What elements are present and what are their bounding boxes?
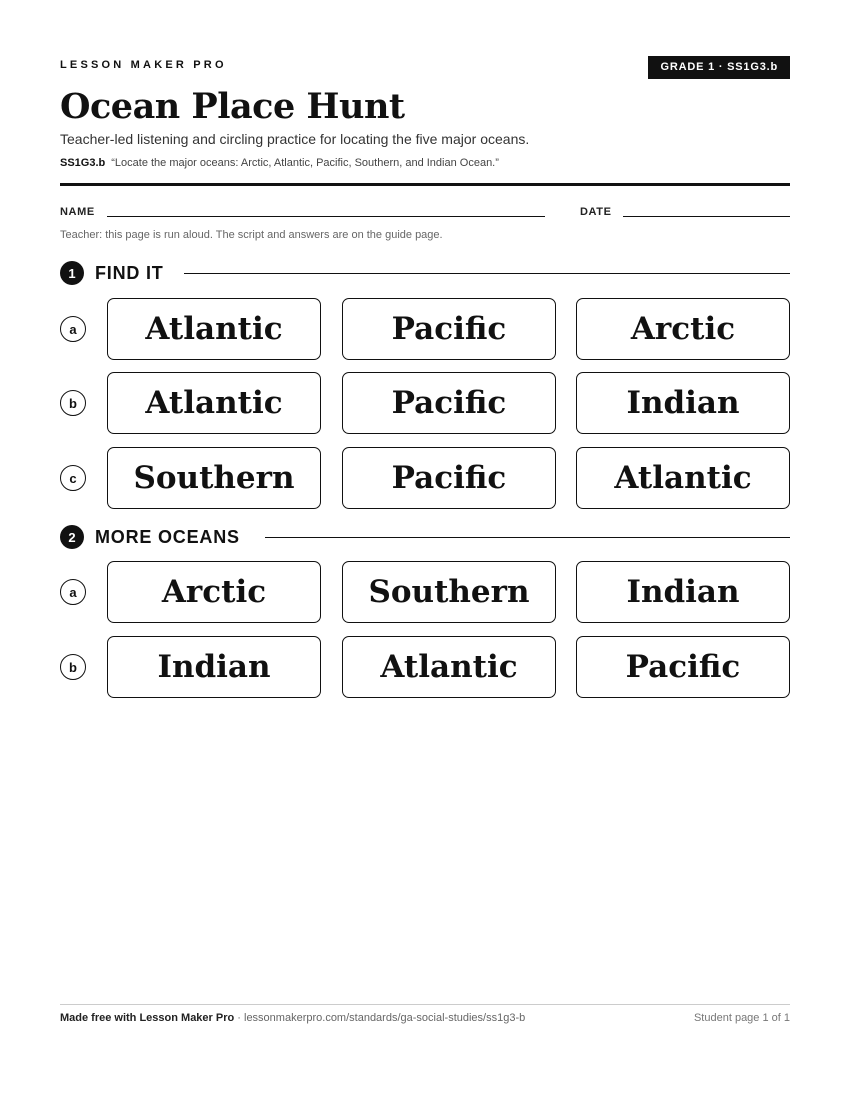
standard-text: “Locate the major oceans: Arctic, Atlantic, Pacific, Southern, and Indian Ocean.” <box>111 157 499 169</box>
question-row-1a <box>60 298 790 360</box>
section-divider <box>184 273 790 274</box>
question-row-2b <box>60 636 790 698</box>
footer-url[interactable]: lessonmakerpro.com/standards/ga-social-studies/ss1g3-b <box>244 1012 526 1024</box>
page-subtitle: Teacher-led listening and circling practice for locating the five major oceans. <box>60 131 530 147</box>
choice-card[interactable]: Atlantic <box>107 298 321 360</box>
row-letter: c <box>60 465 86 491</box>
footer-credit <box>60 1012 525 1024</box>
choice-card[interactable]: Southern <box>107 447 321 509</box>
choice-card[interactable]: Southern <box>342 561 556 623</box>
choice-card[interactable]: Atlantic <box>107 372 321 434</box>
teacher-note: Teacher: this page is run aloud. The script and answers are on the guide page. <box>60 229 443 241</box>
choice-card[interactable]: Arctic <box>107 561 321 623</box>
choice-card[interactable]: Indian <box>107 636 321 698</box>
choice-card[interactable]: Pacific <box>342 372 556 434</box>
choice-card[interactable]: Pacific <box>342 298 556 360</box>
standard-line <box>60 157 499 169</box>
standard-code: SS1G3.b <box>60 157 106 169</box>
page-indicator: Student page 1 of 1 <box>693 1012 790 1024</box>
footer-divider <box>60 1004 790 1005</box>
row-letter: b <box>60 390 86 416</box>
grade-badge: GRADE 1 · SS1G3.b <box>648 56 790 79</box>
question-row-2a <box>60 561 790 623</box>
date-field[interactable] <box>623 216 790 217</box>
section-number: 1 <box>60 261 84 285</box>
section-2-header <box>60 525 790 549</box>
section-divider <box>265 537 790 538</box>
choice-card[interactable]: Atlantic <box>342 636 556 698</box>
header-bar <box>60 56 790 80</box>
section-number: 2 <box>60 525 84 549</box>
section-title: FIND IT <box>95 263 164 283</box>
name-field[interactable] <box>107 216 545 217</box>
choice-card[interactable]: Arctic <box>576 298 790 360</box>
footer-brand: Made free with Lesson Maker Pro <box>60 1012 235 1024</box>
choice-card[interactable]: Indian <box>576 372 790 434</box>
row-letter: a <box>60 579 86 605</box>
section-1-header <box>60 261 790 285</box>
brand-name: LESSON MAKER PRO <box>60 59 227 71</box>
choice-card[interactable]: Indian <box>576 561 790 623</box>
page-title: Ocean Place Hunt <box>60 86 405 127</box>
row-letter: b <box>60 654 86 680</box>
footer-separator: · <box>234 1012 244 1024</box>
choice-card[interactable]: Pacific <box>576 636 790 698</box>
date-label: DATE <box>580 206 612 218</box>
name-date-row <box>60 204 790 220</box>
question-row-1c <box>60 447 790 509</box>
choice-card[interactable]: Pacific <box>342 447 556 509</box>
header-divider <box>60 183 790 186</box>
section-title: MORE OCEANS <box>95 527 240 547</box>
question-row-1b <box>60 372 790 434</box>
row-letter: a <box>60 316 86 342</box>
name-label: NAME <box>60 206 95 218</box>
worksheet-page <box>60 0 790 1100</box>
choice-card[interactable]: Atlantic <box>576 447 790 509</box>
